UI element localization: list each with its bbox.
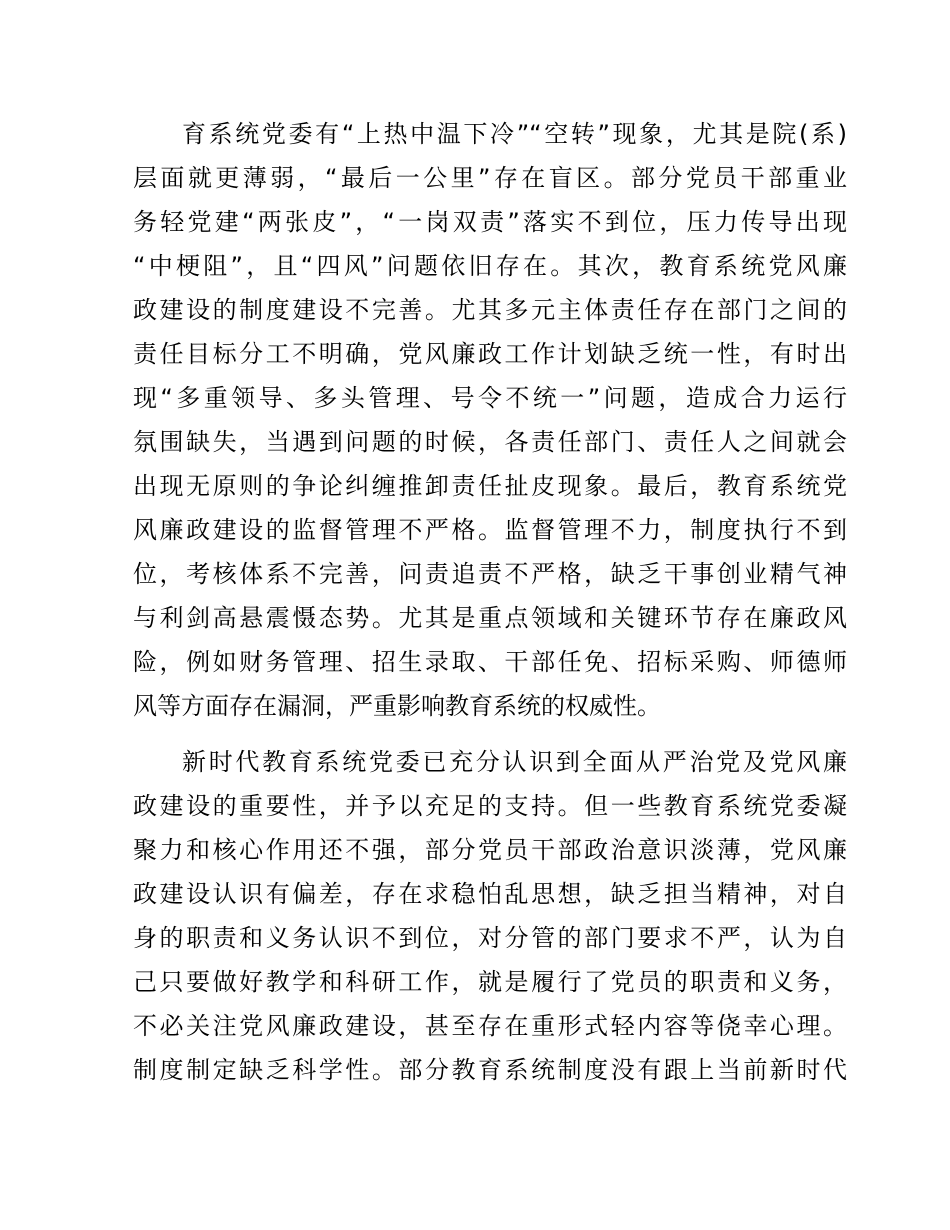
text-line: 风廉政建设的监督管理不严格。监督管理不力，制度执行不到 bbox=[133, 516, 847, 544]
text-line: 身的职责和义务认识不到位，对分管的部门要求不严，认为自 bbox=[133, 924, 847, 952]
text-line: 制度制定缺乏科学性。部分教育系统制度没有跟上当前新时代 bbox=[133, 1056, 847, 1084]
text-line: 新时代教育系统党委已充分认识到全面从严治党及党风廉 bbox=[182, 748, 847, 776]
paragraph-2 bbox=[133, 740, 847, 1092]
text-line: 氛围缺失，当遇到问题的时候，各责任部门、责任人之间就会 bbox=[133, 428, 847, 456]
paragraph-1 bbox=[133, 112, 847, 728]
text-line: 己只要做好教学和科研工作，就是履行了党员的职责和义务， bbox=[133, 968, 847, 996]
text-line: 不必关注党风廉政建设，甚至存在重形式轻内容等侥幸心理。 bbox=[133, 1012, 847, 1040]
text-line: 险，例如财务管理、招生录取、干部任免、招标采购、师德师 bbox=[133, 648, 847, 676]
text-line: 政建设的制度建设不完善。尤其多元主体责任存在部门之间的 bbox=[133, 296, 847, 324]
text-line: 政建设认识有偏差，存在求稳怕乱思想，缺乏担当精神，对自 bbox=[133, 880, 847, 908]
text-line: 聚力和核心作用还不强，部分党员干部政治意识淡薄，党风廉 bbox=[133, 836, 847, 864]
text-line: 出现无原则的争论纠缠推卸责任扯皮现象。最后，教育系统党 bbox=[133, 472, 847, 500]
text-line: 务轻党建“两张皮”，“一岗双责”落实不到位，压力传导出现 bbox=[133, 208, 847, 236]
document-body bbox=[133, 112, 847, 1092]
text-line: 责任目标分工不明确，党风廉政工作计划缺乏统一性，有时出 bbox=[133, 340, 847, 368]
text-line: 位，考核体系不完善，问责追责不严格，缺乏干事创业精气神 bbox=[133, 560, 847, 588]
text-line: 风等方面存在漏洞，严重影响教育系统的权威性。 bbox=[133, 692, 661, 720]
text-line: 层面就更薄弱，“最后一公里”存在盲区。部分党员干部重业 bbox=[133, 164, 847, 192]
text-line: “中梗阻”，且“四风”问题依旧存在。其次，教育系统党风廉 bbox=[133, 252, 847, 280]
text-line: 育系统党委有“上热中温下冷”“空转”现象，尤其是院(系) bbox=[182, 120, 847, 148]
text-line: 政建设的重要性，并予以充足的支持。但一些教育系统党委凝 bbox=[133, 792, 847, 820]
text-line: 与利剑高悬震慑态势。尤其是重点领域和关键环节存在廉政风 bbox=[133, 604, 847, 632]
text-line: 现“多重领导、多头管理、号令不统一”问题，造成合力运行 bbox=[133, 384, 847, 412]
